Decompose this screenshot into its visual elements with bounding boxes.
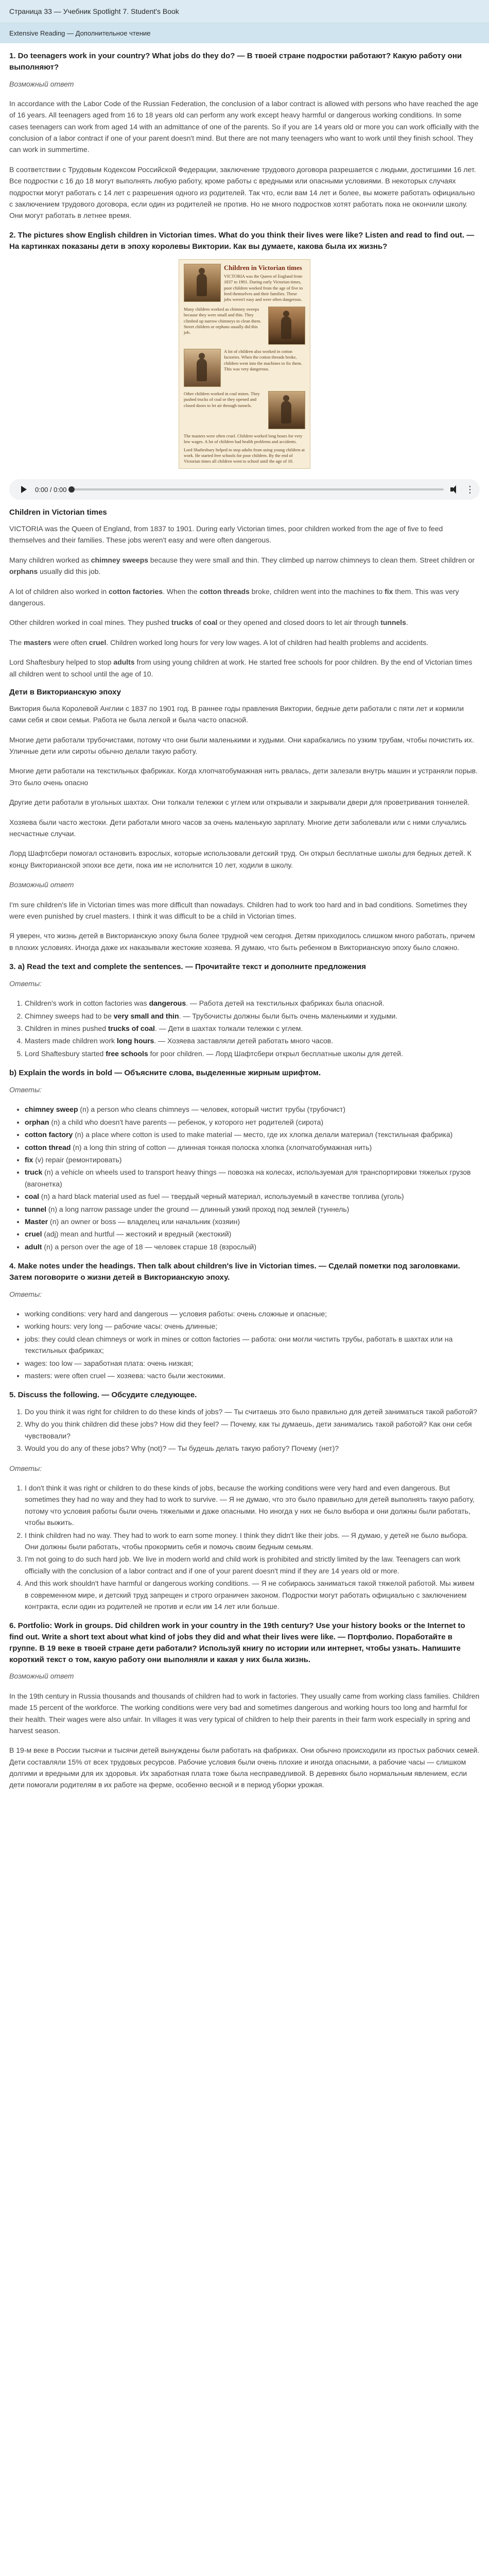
q1-answer-en: In accordance with the Labor Code of the Russian Federation, the conclusion of a labor contract is allowed with persons who have reached the age of 16 years. All teenagers aged from 16 to 18 years old can perform any work except heavy harmful or dangerous working conditions. In some cases teenagers can work from aged 14 with an admittance of one of the parents. So if you are 14 years old or more you can work officially with the conclusion of a labor contract if one of your parent doesn't mind. But there are not many teenagers who want to work until they finish school. They can work in summertime. bbox=[9, 99, 479, 154]
q3b-answers bbox=[9, 1104, 480, 1252]
list-item: • chimney sweep (n) a person who cleans chimneys — человек, который чистит трубы (трубочист) bbox=[25, 1104, 480, 1115]
text-p5: The masters were often cruel. Children worked long hours for very low wages. A lot of children had health problems and accidents. bbox=[9, 638, 429, 647]
question-1 bbox=[9, 50, 480, 73]
figure-row-2 bbox=[184, 307, 305, 345]
text-ru-1: Виктория была Королевой Англии с 1837 по 1901 год. В раннее годы правления Виктории, бедные дети работали с пяти лет и кормили сами себя и свои семьи. Работа не была легкой и была часто опасной. bbox=[9, 704, 464, 724]
q3a-answers bbox=[9, 997, 480, 1059]
list-item: 3. Would you do any of these jobs? Why (not)? — Ты будешь делать такую работу? Почему (нет)? bbox=[25, 1443, 480, 1454]
figure-row-3 bbox=[184, 349, 305, 387]
text-p2: Many children worked as chimney sweeps because they were small and thin. They climbed up narrow chimneys to clean them. Street children or orphans usually did this job. bbox=[9, 555, 475, 576]
list-item: • cotton thread (n) a long thin string of cotton — длинная тонкая полоска хлопка (хлопчатобумажная нить) bbox=[25, 1142, 480, 1153]
text-title-ru: Дети в Викторианскую эпоху bbox=[9, 687, 121, 697]
list-item: • adult (n) a person over the age of 18 — человек старше 18 (взрослый) bbox=[25, 1241, 480, 1252]
q5-questions bbox=[9, 1406, 480, 1454]
question-6: 6. Portfolio: Work in groups. Did children work in your country in the 19th century? Use your history books or the Internet to find out. Write a short text about what kind of jobs they did and what their lives were like. — Портфолио. Поработайте в группе. В 19 веке в твоей стране дети работали? Используй книгу по истории или интернет, чтобы узнать. Напишите короткий текст о том, какую работу они выполняли и какая у них была жизнь. bbox=[9, 1621, 465, 1664]
list-item: 2. Why do you think children did these jobs? How did they feel? — Почему, как ты думаешь, дети занимались такой работой? Как они себя чувствовали? bbox=[25, 1418, 480, 1442]
text-ru-4: Другие дети работали в угольных шахтах. Они толкали тележки с углем или открывали и закрывали двери для проветривания тоннелей. bbox=[9, 798, 470, 807]
list-item: 4. Masters made children work long hours. — Хозяева заставляли детей работать много часов. bbox=[25, 1035, 480, 1046]
list-item: 5. Lord Shaftesbury started free schools for poor children. — Лорд Шафтсбери открыл бесплатные школы для детей. bbox=[25, 1048, 480, 1059]
list-item: • working hours: very long — рабочие часы: очень длинные; bbox=[25, 1320, 480, 1332]
text-ru-6: Лорд Шафтсбери помогал остановить взрослых, которые использовали детский труд. Он открыл бесплатные школы для бедных детей. К концу Викторианской эпохи все дети, пока им не исполнится 10 лет, ходили в школу. bbox=[9, 849, 471, 869]
q6-answer-ru: В 19-м веке в России тысячи и тысячи детей вынуждены были работать на фабриках. Они обычно происходили из простых рабочих семей. Дети составляли 15% от всех трудовых ресурсов. Рабочие условия были очень плохие и иногда опасными, а рабочие часы — слишком долгими и вредными для их здоровья. Их заработная плата тоже была несправедливой. В деревнях было нормальным явлением, если дети помогали родителям в их работе на ферме, особенно весной и в период уборки урожая. bbox=[9, 1746, 480, 1789]
figure-title: Children in Victorian times bbox=[224, 264, 302, 272]
answers-label-4: Ответы: bbox=[9, 1464, 42, 1472]
list-item: • truck (n) a vehicle on wheels used to transport heavy things — повозка на колесах, используемая для транспортировки тяжелых грузов (вагонетка) bbox=[25, 1166, 480, 1190]
audio-seek-bar[interactable] bbox=[72, 488, 444, 490]
play-icon[interactable] bbox=[16, 483, 30, 496]
list-item: 1. Do you think it was right for children to do these kinds of jobs? — Ты считаешь это было правильно для детей заниматься такой работой? bbox=[25, 1406, 480, 1417]
possible-answer-label-3: Возможный ответ bbox=[9, 1672, 74, 1681]
figure-row-4 bbox=[184, 391, 305, 429]
question-1-link[interactable]: 1. Do teenagers work in your country? What jobs do they do? — В твоей стране подростки работают? Какую работу они выполняют? bbox=[9, 52, 462, 72]
list-item: • masters: were often cruel — хозяева: часто были жестокими. bbox=[25, 1370, 480, 1381]
list-item: 4. And this work shouldn't have harmful or dangerous working conditions. — Я не собираюсь заниматься такой тяжелой работой. Мы живем в современном мире, и детский труд запрещен и строго ограничен законом. Подростки могут работать официально с заключением контракта, если один из родителей не против и если им 14 лет или больше. bbox=[25, 1578, 480, 1612]
figure-text-mines: Other children worked in coal mines. They pushed trucks of coal or they opened and closed doors to let air through tunnels. bbox=[184, 391, 260, 408]
list-item: • fix (v) repair (ремонтировать) bbox=[25, 1154, 480, 1165]
text-ru-2: Многие дети работали трубочистами, потому что они были маленькими и худыми. Они карабкались по узким трубам, чтобы почистить их. Уличные дети или сироты обычно делали такую работу. bbox=[9, 735, 474, 756]
text-title: Children in Victorian times bbox=[9, 508, 107, 517]
list-item: • coal (n) a hard black material used as fuel — твердый черный материал, используемый в качестве топлива (уголь) bbox=[25, 1191, 480, 1202]
possible-answer-label-2: Возможный ответ bbox=[9, 880, 74, 889]
volume-icon[interactable] bbox=[449, 484, 460, 495]
content bbox=[0, 50, 489, 1815]
page-title: Страница 33 — Учебник Spotlight 7. Student's Book bbox=[0, 0, 489, 23]
text-ru-3: Многие дети работали на текстильных фабриках. Когда хлопчатобумажная нить рвалась, дети залезали внутрь машин и устраняли порыв. Это было очень опасно bbox=[9, 767, 478, 787]
q5-answers bbox=[9, 1482, 480, 1612]
list-item: • wages: too low — заработная плата: очень низкая; bbox=[25, 1358, 480, 1369]
figure-intro: VICTORIA was the Queen of England from 1837 to 1901. During early Victorian times, poor children worked from the age of five to feed themselves and their families. These jobs weren't easy and were often dangerous. bbox=[224, 274, 303, 302]
text-p1: VICTORIA was the Queen of England, from 1837 to 1901. During early Victorian times, poor children worked from the age of five to feed themselves and their families. These jobs weren't easy and were often dangerous. bbox=[9, 524, 443, 545]
factory-picture bbox=[268, 307, 305, 345]
list-item: 2. Chimney sweeps had to be very small and thin. — Трубочисты должны были быть очень маленькими и худыми. bbox=[25, 1010, 480, 1022]
more-options-icon[interactable]: ⋮ bbox=[465, 484, 475, 495]
q4-answers bbox=[9, 1308, 480, 1381]
list-item: 2. I think children had no way. They had to work to earn some money. I think they didn't like their jobs. — Я думаю, у детей не было выбора. Они должны были работать, чтобы прокормить себя и помочь своим бедным семьям. bbox=[25, 1530, 480, 1553]
text-p4: Other children worked in coal mines. They pushed trucks of coal or they opened and closed doors to let air through tunnels. bbox=[9, 618, 408, 627]
audio-seek-handle[interactable] bbox=[68, 486, 75, 493]
q1-answer-ru: В соответствии с Трудовым Кодексом Российской Федерации, заключение трудового договора разрешается с людьми, достигшими 16 лет. Все подростки с 16 до 18 могут выполнять любую работу, кроме работы с вредными или опасными условиями. В некоторых случаях подростки могут работать с 14 лет с разрешения одного из родителей. Так что, если вам 14 лет и более, вы можете работать официально с заключением трудового договора, если один из родителей не против. Но не много подростков хотят работать пока не окончили школу. Они могут работать в летнее время. bbox=[9, 165, 476, 220]
q2-answer-ru: Я уверен, что жизнь детей в Викторианскую эпоху была более трудной чем сегодня. Детям приходилось слишком много работать, причем в плохих условиях. Иногда даже их наказывали жестокие хозяева. Я думаю, что быть ребенком в Викторианскую эпоху было сложно. bbox=[9, 931, 475, 952]
list-item: • tunnel (n) a long narrow passage under the ground — длинный узкий проход под землей (туннель) bbox=[25, 1204, 480, 1215]
figure-text-shaftesbury: Lord Shaftesbury helped to stop adults from using young children at work. He started free schools for poor children. By the end of Victorian times all children went to school until the age of 10. bbox=[184, 447, 305, 464]
figure-text-masters: The masters were often cruel. Children worked long hours for very low wages. A lot of children had health problems and accidents. bbox=[184, 433, 303, 445]
list-item: • cruel (adj) mean and hurtful — жестокий и вредный (жестокий) bbox=[25, 1228, 480, 1240]
list-item: • jobs: they could clean chimneys or work in mines or cotton factories — работа: они могли чистить трубы, работать в шахтах или на текстильных фабриках; bbox=[25, 1333, 480, 1357]
coal-mine-picture bbox=[268, 391, 305, 429]
victorian-children-illustration bbox=[179, 259, 310, 469]
figure-text-cotton: A lot of children also worked in cotton factories. When the cotton threads broke, children went into the machines to fix them. This was very dangerous. bbox=[224, 349, 302, 371]
possible-answer-label: Возможный ответ bbox=[9, 79, 74, 88]
list-item: • working conditions: very hard and dangerous — условия работы: очень сложные и опасные; bbox=[25, 1308, 480, 1319]
question-5: 5. Discuss the following. — Обсудите следующее. bbox=[9, 1391, 197, 1400]
list-item: • Master (n) an owner or boss — владелец или начальник (хозяин) bbox=[25, 1216, 480, 1227]
audio-time: 0:00 / 0:00 bbox=[35, 485, 67, 494]
list-item: 1. I don't think it was right or children to do these kinds of jobs, because the working conditions were very hard and even dangerous. But sometimes they had no way and they had to work to survive. — Я не думаю, что это было правильно для детей выполнять такую работу, потому что условия работы были очень тяжелыми и даже опасными. Но иногда у них не было выбора и они должны были работать, чтобы выжить. bbox=[25, 1482, 480, 1529]
audio-player bbox=[9, 479, 480, 500]
answers-label: Ответы: bbox=[9, 979, 42, 988]
q2-answer-en: I'm sure children's life in Victorian times was more difficult than nowadays. Children had to work too hard and in bad conditions. Sometimes they were even punished by cruel masters. I think it was difficult to be a child in Victorian times. bbox=[9, 900, 467, 920]
answers-label-3: Ответы: bbox=[9, 1290, 42, 1298]
q6-answer-en: In the 19th century in Russia thousands and thousands of children had to work in factories. They usually came from working class families. Children made 15 percent of the workforce. The working conditions were very bad and sometimes dangerous and working hours too long and harmful for their health. Their wages were also unfair. In villages it was very typical of children to help their parents in their farm work especially in spring and harvest season. bbox=[9, 1691, 480, 1735]
list-item: • cotton factory (n) a place where cotton is used to make material — место, где их хлопка делали материал (текстильная фабрика) bbox=[25, 1129, 480, 1140]
list-item: 3. I'm not going to do such hard job. We live in modern world and child work is prohibited and strictly limited by the law. Teenagers can work officially with the conclusion of a labor contract and if one of your parent doesn't mind if they are 14 years old or more. bbox=[25, 1553, 480, 1577]
question-3a: 3. a) Read the text and complete the sentences. — Прочитайте текст и дополните предложения bbox=[9, 962, 366, 972]
question-4: 4. Make notes under the headings. Then talk about children's live in Victorian times. — Сделай пометки под заголовками. Затем поговорите о жизни детей в Викторианскую эпоху. bbox=[9, 1262, 460, 1282]
chimney-sweep-picture bbox=[184, 264, 221, 302]
question-2: 2. The pictures show English children in Victorian times. What do you think their lives were like? Listen and read to find out. — На картинках показаны дети в эпоху королевы Виктории. Как вы думаете, какова была их жизнь? bbox=[9, 230, 475, 251]
text-p6: Lord Shaftesbury helped to stop adults from using young children at work. He started free schools for poor children. By the end of Victorian times all children went to school until the age of 10. bbox=[9, 658, 473, 678]
text-ru-5: Хозяева были часто жестоки. Дети работали много часов за очень маленькую зарплату. Многие дети заболевали или с ними случались несчастные случаи. bbox=[9, 818, 467, 838]
list-item: • orphan (n) a child who doesn't have parents — ребенок, у которого нет родителей (сирота) bbox=[25, 1116, 480, 1128]
figure-text-sweeps: Many children worked as chimney sweeps because they were small and thin. They climbed up narrow chimneys to clean them. Street children or orphans usually did this job. bbox=[184, 307, 261, 335]
figure-row-1 bbox=[184, 264, 305, 302]
list-item: 3. Children in mines pushed trucks of coal. — Дети в шахтах толкали тележки с углем. bbox=[25, 1023, 480, 1034]
section-title: Extensive Reading — Дополнительное чтение bbox=[0, 23, 489, 43]
list-item: 1. Children's work in cotton factories was dangerous. — Работа детей на текстильных фабриках была опасной. bbox=[25, 997, 480, 1009]
question-3b: b) Explain the words in bold — Объясните слова, выделенные жирным шрифтом. bbox=[9, 1069, 321, 1078]
cotton-factory-picture bbox=[184, 349, 221, 387]
text-p3: A lot of children also worked in cotton factories. When the cotton threads broke, children went into the machines to fix them. This was very dangerous. bbox=[9, 587, 459, 607]
answers-label-2: Ответы: bbox=[9, 1086, 42, 1094]
